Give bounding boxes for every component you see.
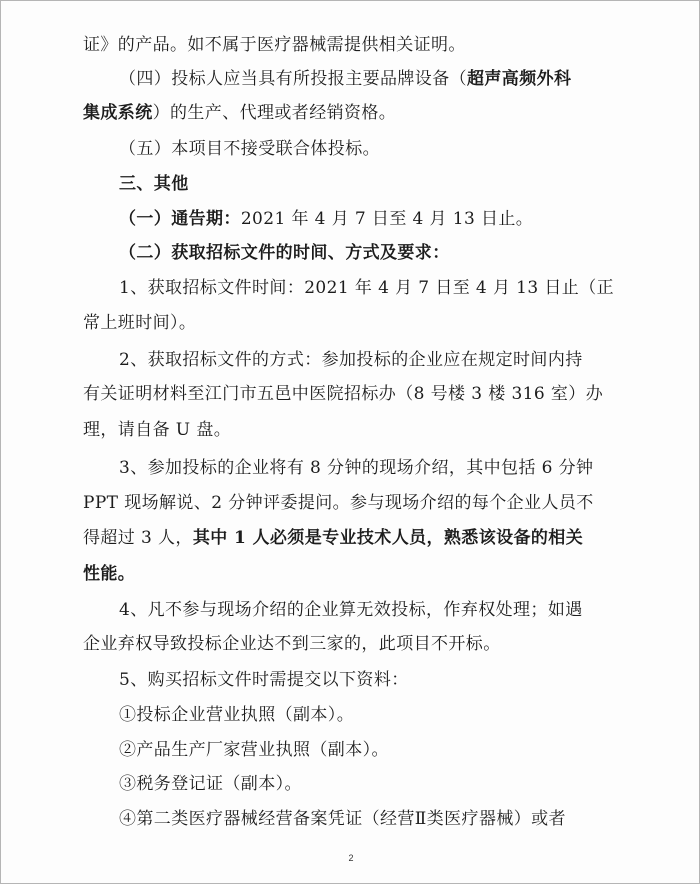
text-line: 理，请自备 U 盘。: [83, 420, 232, 440]
list-item: ③税务登记证（副本）。: [119, 774, 302, 794]
text-span: （四）投标人应当具有所投报主要品牌设备（: [119, 69, 467, 89]
text-line: PPT 现场解说、2 分钟评委提问。参与现场介绍的每个企业人员不: [83, 493, 594, 513]
text-line: 5、购买招标文件时需提交以下资料：: [119, 670, 409, 690]
subsection-heading: （二）获取招标文件的时间、方式及要求：: [119, 243, 450, 263]
list-item: ②产品生产厂家营业执照（副本）。: [119, 740, 389, 760]
text-line: 企业弃权导致投标企业达不到三家的，此项目不开标。: [83, 634, 501, 654]
section-heading: 三、其他: [119, 174, 189, 194]
text-line: 3、参加投标的企业将有 8 分钟的现场介绍，其中包括 6 分钟: [119, 458, 594, 478]
text-line: 4、凡不参与现场介绍的企业算无效投标，作弃权处理；如遇: [119, 600, 583, 620]
text-line: 有关证明材料至江门市五邑中医院招标办（8 号楼 3 楼 316 室）办: [83, 384, 604, 404]
text-span: 2021 年 4 月 7 日至 4 月 13 日止。: [240, 209, 534, 229]
text-line: 2、获取招标文件的方式：参加投标的企业应在规定时间内持: [119, 350, 583, 370]
bold-span: 其中 1 人必须是专业技术人员，熟悉该设备的相关: [192, 528, 584, 548]
text-line: 证》的产品。如不属于医疗器械需提供相关证明。: [83, 35, 466, 55]
text-span: ）的生产、代理或者经销资格。: [152, 103, 397, 123]
text-line: 性能。: [83, 564, 136, 584]
list-item: ④第二类医疗器械经营备案凭证（经营Ⅱ类医疗器械）或者: [119, 809, 566, 829]
text-line: （五）本项目不接受联合体投标。: [119, 139, 380, 159]
text-line: [83, 102, 396, 124]
text-line: [83, 527, 583, 549]
bold-span: 超声高频外科: [467, 69, 572, 89]
text-span: 得超过 3 人，: [83, 528, 193, 548]
text-line: [119, 68, 571, 90]
list-item: ①投标企业营业执照（副本）。: [119, 705, 355, 725]
text-line: [119, 208, 533, 230]
bold-span: （一）通告期：: [119, 209, 241, 229]
text-line: 常上班时间）。: [83, 313, 197, 333]
text-line: 1、获取招标文件时间：2021 年 4 月 7 日至 4 月 13 日止（正: [119, 278, 614, 298]
bold-span: 集成系统: [83, 103, 153, 123]
page-number: 2: [348, 853, 354, 863]
